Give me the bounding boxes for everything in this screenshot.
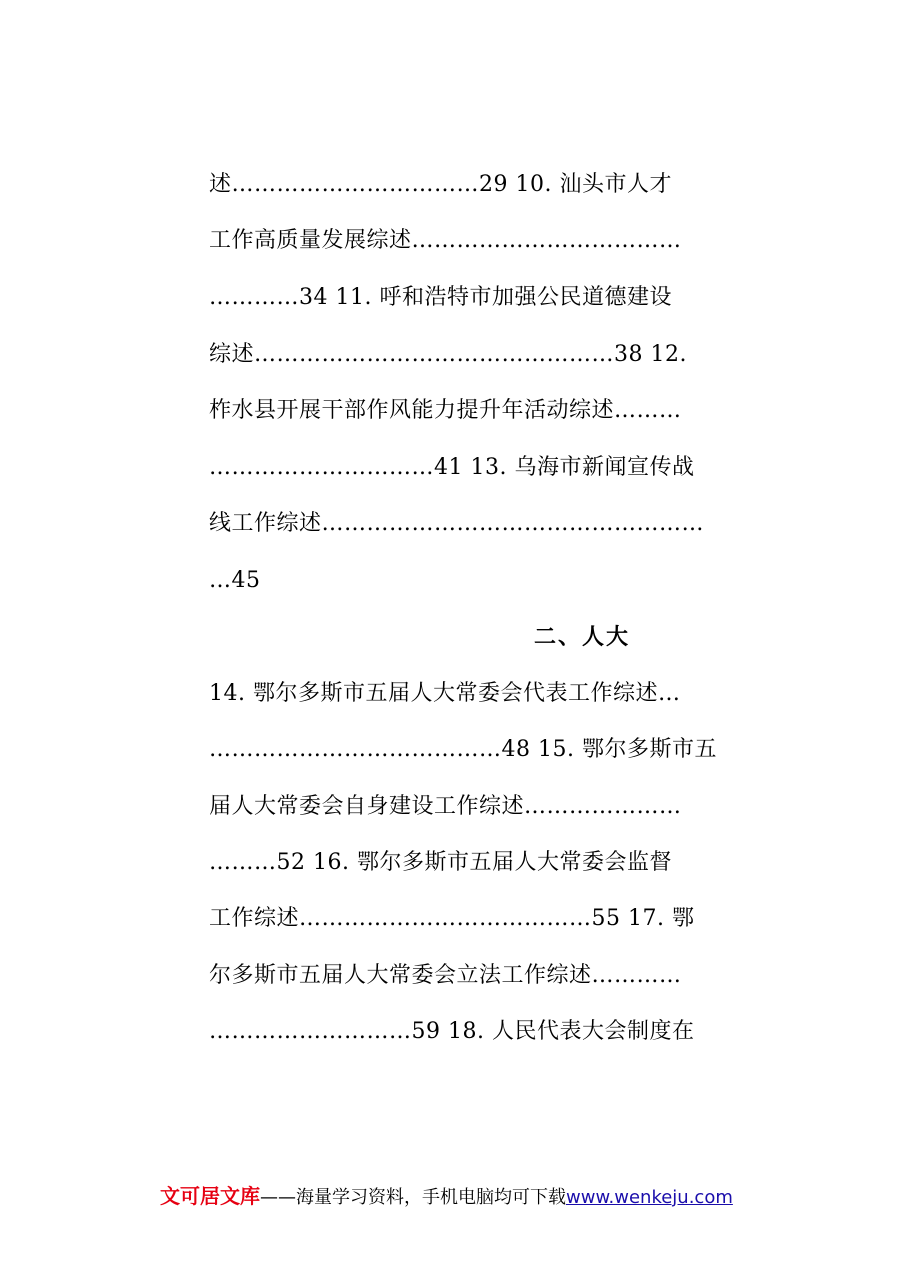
toc-line: 述……………………………29 10. 汕头市人才	[209, 172, 672, 197]
section-heading: 二、人大	[534, 624, 631, 650]
footer-tagline: ——海量学习资料，手机电脑均可下载	[260, 1187, 566, 1208]
toc-line: …45	[209, 568, 261, 593]
footer-brand: 文可居文库	[160, 1184, 260, 1208]
toc-line: 综述…………………………………………38 12.	[209, 342, 687, 367]
toc-line: …………………………………48 15. 鄂尔多斯市五	[209, 737, 717, 762]
toc-line: 柞水县开展干部作风能力提升年活动综述………	[209, 398, 682, 423]
footer-watermark	[160, 1183, 733, 1211]
toc-line: …………34 11. 呼和浩特市加强公民道德建设	[209, 285, 672, 310]
toc-line: 线工作综述……………………………………………	[209, 511, 705, 536]
toc-line: 尔多斯市五届人大常委会立法工作综述…………	[209, 963, 682, 988]
toc-line: 届人大常委会自身建设工作综述…………………	[209, 794, 682, 819]
toc-line: 工作高质量发展综述………………………………	[209, 228, 682, 253]
toc-line: …………………………41 13. 乌海市新闻宣传战	[209, 455, 695, 480]
toc-line: ………………………59 18. 人民代表大会制度在	[209, 1019, 695, 1044]
footer-link[interactable]: www.wenkeju.com	[566, 1187, 733, 1208]
toc-line: 工作综述…………………………………55 17. 鄂	[209, 906, 695, 931]
toc-line: ………52 16. 鄂尔多斯市五届人大常委会监督	[209, 850, 672, 875]
toc-line: 14. 鄂尔多斯市五届人大常委会代表工作综述…	[209, 681, 681, 706]
